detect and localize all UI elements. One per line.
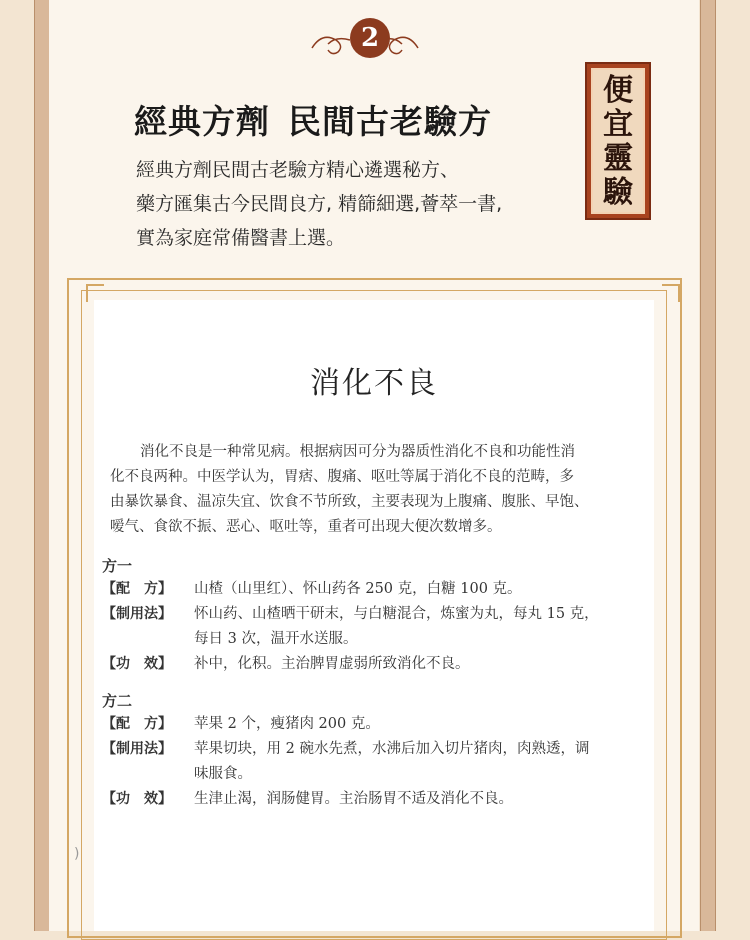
section-number-badge: 2: [350, 18, 390, 58]
badge-ornament: [310, 18, 420, 62]
formula-label: 【制用法】: [102, 606, 172, 622]
formula-value: 每日 3 次，温开水送服。: [194, 631, 358, 647]
formula-row: [102, 652, 652, 677]
formula-label: 【配 方】: [102, 581, 172, 597]
formula-row: [102, 737, 652, 787]
formula-value: 苹果 2 个，瘦猪肉 200 克。: [194, 716, 380, 732]
formula-block: [102, 690, 652, 812]
intro-text: [136, 153, 586, 255]
seal-stamp: [585, 62, 651, 220]
formula-block: [102, 555, 652, 677]
paragraph-line: 消化不良是一种常见病。根据病因可分为器质性消化不良和功能性消: [140, 444, 575, 460]
intro-line: 經典方劑民間古老驗方精心遴選秘方、: [136, 159, 460, 181]
right-border-strip: [700, 0, 716, 931]
formula-label: 【配 方】: [102, 716, 172, 732]
formula-title: 方一: [102, 557, 133, 575]
heading-part-1: 經典方劑: [134, 102, 270, 141]
formula-row: [102, 712, 652, 737]
page-heading: [134, 96, 492, 143]
left-border-strip: [34, 0, 50, 931]
formula-value: 生津止渴，润肠健胃。主治肠胃不适及消化不良。: [194, 791, 513, 807]
intro-line: 藥方匯集古今民間良方, 精篩細選,薈萃一書,: [136, 193, 503, 215]
formula-title: 方二: [102, 692, 133, 710]
page-edge-mark-icon: ): [74, 846, 80, 862]
formula-value: 味服食。: [194, 766, 252, 782]
article-paragraph: [110, 440, 652, 540]
formula-value: 苹果切块，用 2 碗水先煮，水沸后加入切片猪肉，肉熟透，调: [194, 741, 590, 757]
formula-row: [102, 787, 652, 812]
stamp-char: 驗: [603, 175, 633, 210]
formula-label: 【功 效】: [102, 791, 172, 807]
intro-line: 實為家庭常備醫書上選。: [136, 227, 346, 249]
book-page: [94, 300, 654, 931]
heading-part-2: 民間古老驗方: [288, 102, 492, 141]
formula-row: [102, 577, 652, 602]
paragraph-line: 由暴饮暴食、温凉失宜、饮食不节所致，主要表现为上腹痛、腹胀、早饱、: [110, 494, 589, 510]
stamp-char: 宜: [603, 107, 633, 142]
stamp-char: 靈: [603, 141, 633, 176]
frame-corner: [662, 284, 680, 302]
paragraph-line: 化不良两种。中医学认为，胃痞、腹痛、呕吐等属于消化不良的范畴，多: [110, 469, 574, 485]
stamp-char: 便: [603, 73, 633, 108]
formula-value: 山楂（山里红）、怀山药各 250 克，白糖 100 克。: [194, 581, 522, 597]
formula-value: 补中，化积。主治脾胃虚弱所致消化不良。: [194, 656, 470, 672]
formula-row: [102, 602, 652, 652]
formula-label: 【功 效】: [102, 656, 172, 672]
paragraph-line: 嗳气、食欲不振、恶心、呕吐等，重者可出现大便次数增多。: [110, 519, 502, 535]
article-title: 消化不良: [310, 366, 438, 401]
formula-value: 怀山药、山楂晒干研末，与白糖混合，炼蜜为丸，每丸 15 克，: [194, 606, 599, 622]
formula-label: 【制用法】: [102, 741, 172, 757]
